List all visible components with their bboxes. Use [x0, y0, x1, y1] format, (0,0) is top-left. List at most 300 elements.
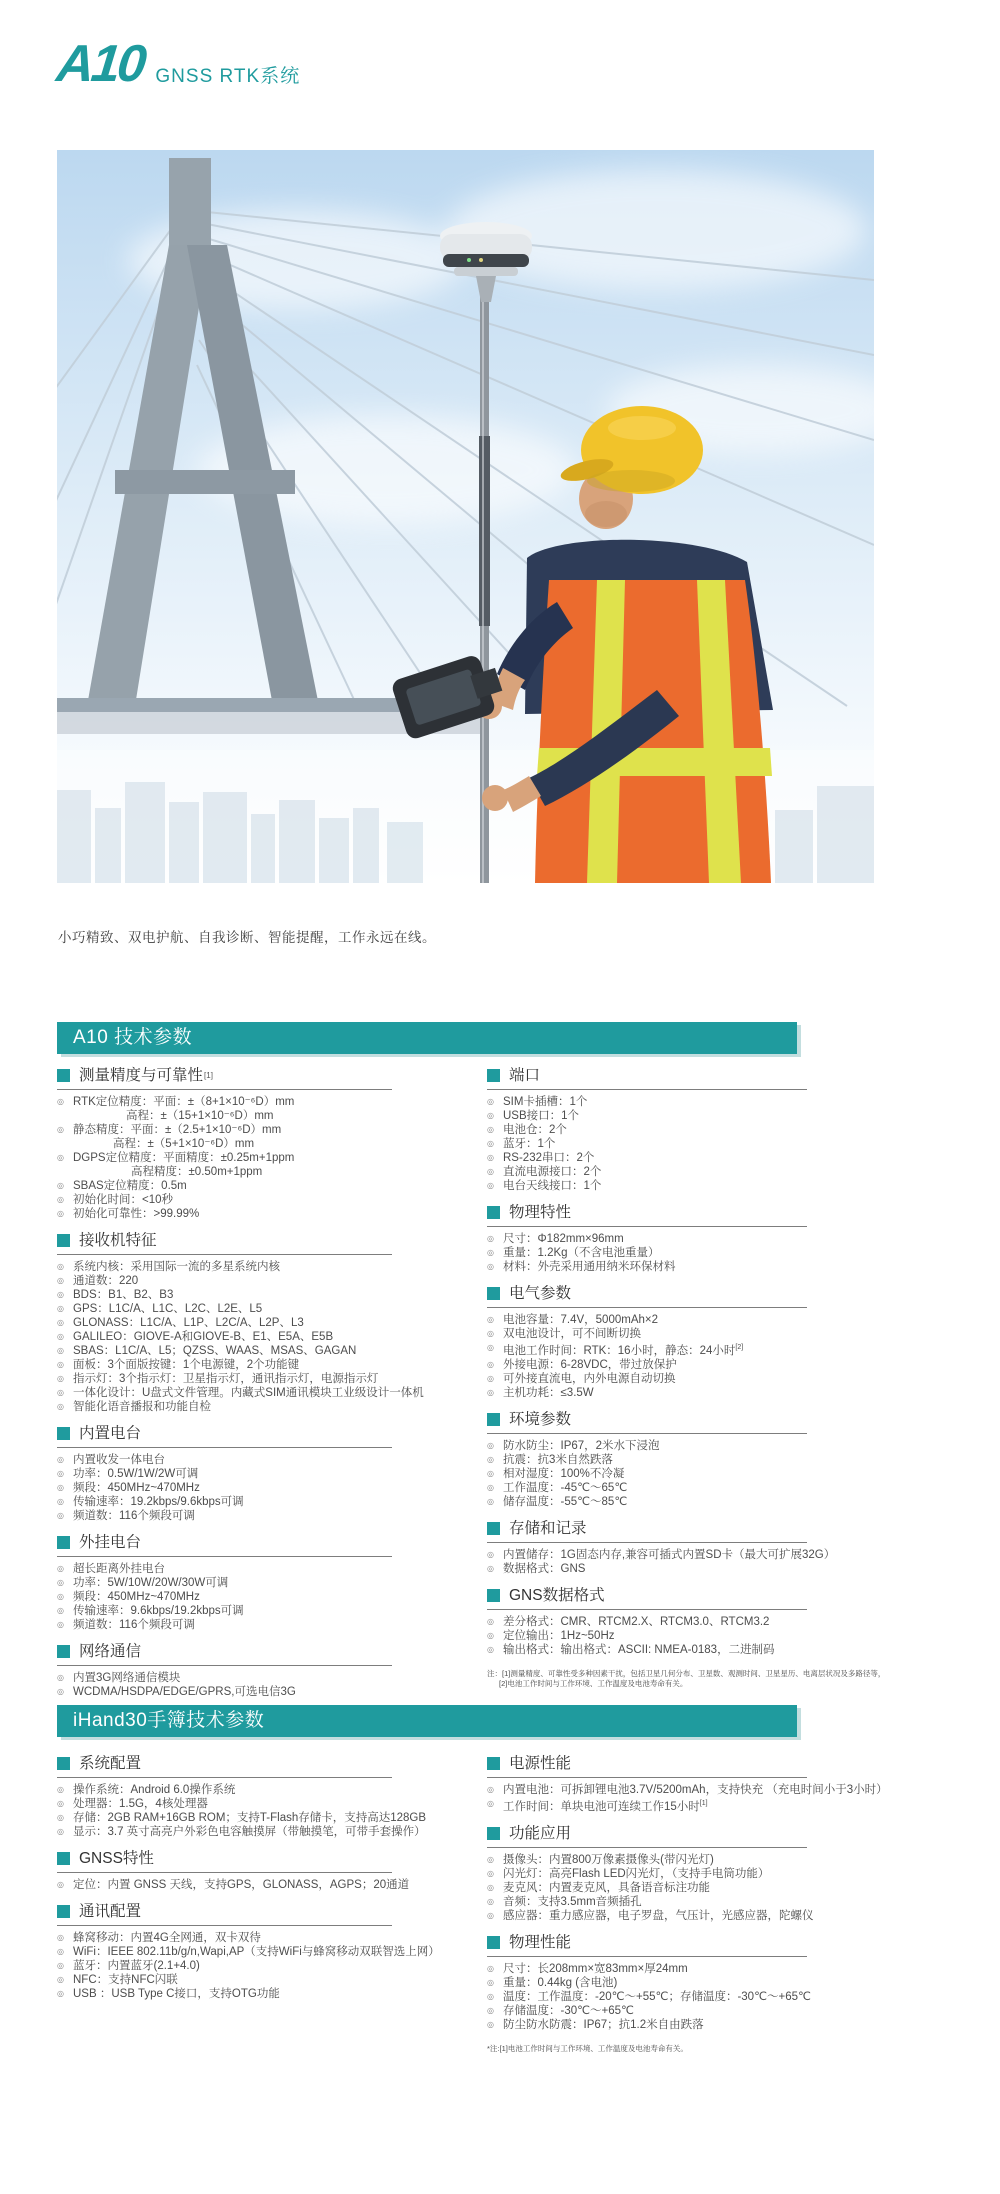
spec-item	[57, 1330, 392, 1344]
spec-item-text: GLONASS：L1C/A、L1P、L2C/A、L2P、L3	[73, 1317, 304, 1329]
spec-item-text: BDS：B1、B2、B3	[73, 1289, 174, 1301]
item-bullet-icon: ◎	[487, 1167, 494, 1176]
item-bullet-icon: ◎	[487, 1181, 494, 1190]
footnote-line: *注:[1]电池工作时间与工作环境、工作温度及电池寿命有关。	[487, 2043, 688, 2053]
spec-item	[487, 1481, 807, 1495]
item-bullet-icon: ◎	[57, 1455, 64, 1464]
spec-item-text: RTK定位精度：平面：±（8+1×10⁻⁶D）mm	[73, 1096, 295, 1108]
spec-item	[487, 1095, 807, 1109]
spec-item-text: 高程：±（5+1×10⁻⁶D）mm	[113, 1138, 255, 1150]
spec-item-text: 内置3G网络通信模块	[73, 1672, 181, 1684]
spec-item-text: 数据格式：GNS	[503, 1562, 586, 1575]
spec-item	[57, 1811, 427, 1825]
item-bullet-icon: ◎	[487, 1343, 494, 1352]
item-bullet-icon: ◎	[487, 1373, 494, 1383]
spec-item	[57, 1453, 392, 1467]
item-bullet-icon: ◎	[57, 1933, 64, 1942]
spec-item-list	[487, 1232, 807, 1274]
spec-item	[487, 1453, 807, 1467]
spec-section	[487, 1412, 807, 1509]
item-bullet-icon: ◎	[57, 1304, 64, 1313]
section-bullet-icon	[57, 1905, 70, 1918]
section-title	[57, 1756, 392, 1778]
section-title-text: GNSS特性	[79, 1850, 154, 1867]
spec-item-text: 主机功耗：≤3.5W	[503, 1386, 594, 1399]
item-bullet-icon: ◎	[57, 1813, 64, 1822]
spec-item	[487, 1548, 836, 1562]
footnote-line: 注：[1]测量精度、可靠性受多种因素干扰，包括卫星几何分布、卫星数、观测时间、卫星星历、电离层状况及多路径等，	[487, 1668, 886, 1678]
section-title-text: 端口	[509, 1067, 541, 1084]
product-subtitle: GNSS RTK系统	[155, 66, 301, 87]
section-title-text: 功能应用	[509, 1824, 572, 1842]
spec-item	[487, 1909, 814, 1923]
item-footnote-marker: [1]	[699, 1800, 708, 1807]
spec-section	[57, 1535, 392, 1632]
section-bullet-icon	[57, 1757, 70, 1770]
item-bullet-icon: ◎	[57, 1564, 64, 1573]
spec-section	[57, 1755, 427, 1839]
spec-item	[487, 1615, 807, 1629]
spec-item	[487, 1467, 807, 1481]
a10-specs-title: A10 技术参数	[73, 1027, 193, 1048]
section-title-text: GNS数据格式	[509, 1586, 605, 1604]
item-bullet-icon: ◎	[487, 1359, 494, 1369]
spec-item	[487, 1232, 807, 1246]
spec-item	[487, 1358, 807, 1372]
spec-item	[57, 1973, 392, 1987]
spec-section	[487, 1519, 836, 1576]
spec-item	[487, 1990, 811, 2004]
item-bullet-icon: ◎	[57, 1799, 64, 1808]
item-bullet-icon: ◎	[487, 1616, 494, 1626]
spec-item-list	[57, 1562, 392, 1632]
spec-item	[57, 1137, 392, 1151]
section-title	[487, 1068, 807, 1090]
spec-item-text: 可外接直流电，内外电源自动切换	[503, 1372, 676, 1385]
spec-item	[487, 1439, 807, 1453]
spec-item-text: 电池工作时间：RTK：16小时，静态：24小时[2]	[503, 1344, 744, 1357]
spec-item	[487, 1260, 807, 1274]
spec-item	[57, 1825, 426, 1839]
spec-item-text: 操作系统：Android 6.0操作系统	[73, 1784, 236, 1796]
item-bullet-icon: ◎	[487, 1854, 494, 1864]
section-bullet-icon	[487, 1936, 500, 1949]
spec-item	[57, 1095, 392, 1109]
item-bullet-icon: ◎	[487, 1910, 494, 1920]
spec-item	[487, 1372, 807, 1386]
item-bullet-icon: ◎	[57, 1209, 64, 1218]
item-bullet-icon: ◎	[57, 1961, 64, 1970]
spec-item-list	[487, 1095, 807, 1193]
spec-item	[487, 1179, 807, 1193]
spec-item-text: 感应器：重力感应器，电子罗盘，气压计，光感应器，陀螺仪	[503, 1909, 814, 1922]
item-bullet-icon: ◎	[57, 1374, 64, 1383]
item-bullet-icon: ◎	[487, 2005, 494, 2015]
section-title	[57, 1851, 392, 1873]
spec-section	[487, 1286, 807, 1400]
spec-item	[57, 1344, 392, 1358]
section-title-text: 电气参数	[509, 1285, 572, 1302]
spec-item-text: 高程：±（15+1×10⁻⁶D）mm	[126, 1110, 274, 1122]
surveyor-hand	[482, 785, 508, 811]
spec-item-text: 处理器：1.5G，4核处理器	[73, 1798, 208, 1810]
spec-item	[57, 1590, 392, 1604]
item-bullet-icon: ◎	[57, 1578, 64, 1587]
item-bullet-icon: ◎	[57, 1947, 64, 1956]
section-title	[487, 1935, 807, 1957]
ihand-specs-left-column	[57, 1748, 440, 2013]
section-bullet-icon	[57, 1069, 70, 1082]
section-title	[487, 1588, 807, 1610]
spec-item	[57, 1618, 392, 1632]
spec-item	[487, 1246, 807, 1260]
spec-item	[57, 1797, 392, 1811]
item-bullet-icon: ◎	[57, 1318, 64, 1327]
spec-section	[57, 1232, 424, 1414]
section-footnote-marker: [1]	[204, 1071, 213, 1080]
section-title-text: 物理性能	[509, 1933, 572, 1951]
spec-item	[57, 1207, 392, 1221]
item-bullet-icon: ◎	[487, 1097, 494, 1106]
spec-item-text: 麦克风：内置麦克风，具备语音标注功能	[503, 1881, 710, 1894]
spec-item-text: 频段：450MHz~470MHz	[73, 1482, 200, 1494]
item-bullet-icon: ◎	[57, 1097, 64, 1106]
spec-item	[57, 1302, 392, 1316]
spec-item-text: 初始化可靠性：>99.99%	[73, 1208, 200, 1220]
hero-photo	[57, 150, 874, 883]
spec-section	[57, 1426, 392, 1523]
item-bullet-icon: ◎	[57, 1346, 64, 1355]
spec-item	[57, 1509, 392, 1523]
spec-item-text: 功率：0.5W/1W/2W可调	[73, 1468, 199, 1480]
item-bullet-icon: ◎	[57, 1276, 64, 1285]
footnote	[487, 2044, 807, 2054]
spec-section	[487, 1205, 807, 1274]
spec-item-text: 存储温度：-30℃～+65℃	[503, 2004, 634, 2017]
item-bullet-icon: ◎	[57, 1402, 64, 1411]
section-bullet-icon	[487, 1827, 500, 1840]
item-bullet-icon: ◎	[487, 1882, 494, 1892]
spec-item-text: 系统内核：采用国际一流的多星系统内核	[73, 1261, 280, 1273]
spec-item-text: 防尘防水防震：IP67；抗1.2米自由跌落	[503, 2018, 704, 2031]
spec-item-list	[57, 1260, 424, 1414]
spec-item	[57, 1467, 392, 1481]
section-bullet-icon	[487, 1757, 500, 1770]
spec-item	[487, 1867, 807, 1881]
spec-item	[487, 1495, 807, 1509]
spec-item	[57, 1372, 392, 1386]
spec-item	[57, 1288, 392, 1302]
section-bullet-icon	[487, 1206, 500, 1219]
spec-item	[487, 1976, 807, 1990]
spec-item-text: 电池容量：7.4V，5000mAh×2	[503, 1314, 658, 1326]
spec-item	[57, 1604, 392, 1618]
spec-section	[487, 1933, 811, 2032]
spec-item-text: 通道数：220	[73, 1275, 139, 1287]
section-bullet-icon	[487, 1069, 500, 1082]
spec-item	[487, 1165, 807, 1179]
spec-item-text: 尺寸：Φ182mm×96mm	[503, 1233, 624, 1245]
spec-item-text: 传输速率：19.2kbps/9.6kbps可调	[73, 1496, 244, 1508]
spec-item	[57, 1576, 392, 1590]
section-title-text: 存储和记录	[509, 1519, 587, 1537]
section-bullet-icon	[57, 1427, 70, 1440]
item-bullet-icon: ◎	[487, 1315, 494, 1324]
section-title-text: 物理特性	[509, 1204, 572, 1221]
spec-item-text: 内置储存：1G固态内存,兼容可插式内置SD卡（最大可扩展32G）	[503, 1548, 836, 1561]
item-bullet-icon: ◎	[57, 1785, 64, 1794]
item-bullet-icon: ◎	[487, 1799, 494, 1808]
section-title	[57, 1644, 392, 1666]
ihand-specs-columns	[57, 1748, 888, 2054]
spec-item-text: 初始化时间：<10秒	[73, 1194, 174, 1206]
spec-item	[57, 1123, 392, 1137]
spec-item	[57, 1316, 392, 1330]
item-bullet-icon: ◎	[57, 1620, 64, 1629]
item-bullet-icon: ◎	[487, 1785, 494, 1794]
spec-item	[487, 1137, 807, 1151]
ihand-specs-right-column	[487, 1748, 888, 2054]
spec-item-list	[487, 1615, 807, 1657]
spec-item-text: RS-232串口：2个	[503, 1152, 595, 1164]
item-bullet-icon: ◎	[57, 1332, 64, 1341]
spec-item-text: 频道数：116个频段可调	[73, 1510, 195, 1522]
footnote	[487, 1668, 886, 1689]
spec-item-text: 面板：3个面版按键：1个电源键，2个功能键	[73, 1359, 300, 1371]
spec-item	[487, 1151, 807, 1165]
spec-item-list	[57, 1931, 440, 2001]
spec-item-text: 双电池设计，可不间断切换	[503, 1328, 641, 1340]
spec-item-text: 频段：450MHz~470MHz	[73, 1591, 200, 1603]
spec-item	[487, 1109, 807, 1123]
spec-item-text: 温度：工作温度：-20℃～+55℃；存储温度：-30℃～+65℃	[503, 1990, 811, 2003]
item-bullet-icon: ◎	[487, 1482, 494, 1492]
item-bullet-icon: ◎	[57, 1483, 64, 1492]
item-bullet-icon: ◎	[487, 1125, 494, 1134]
spec-item-text: 电台天线接口：1个	[503, 1180, 602, 1192]
hero-caption: 小巧精致、双电护航、自我诊断、智能提醒，工作永远在线。	[58, 929, 436, 945]
spec-item	[487, 2018, 807, 2032]
a10-specs-right-column	[487, 1060, 886, 1689]
spec-item-text: 超长距离外挂电台	[73, 1563, 165, 1575]
item-bullet-icon: ◎	[57, 1388, 64, 1397]
spec-item-text: 重量：1.2Kg（不含电池重量）	[503, 1247, 660, 1259]
item-bullet-icon: ◎	[487, 1630, 494, 1640]
item-footnote-marker: [2]	[735, 1344, 744, 1351]
spec-item	[487, 1895, 807, 1909]
spec-item-text: 内置收发一体电台	[73, 1454, 165, 1466]
ihand-specs-header-bar	[57, 1705, 797, 1737]
spec-item	[57, 1685, 392, 1699]
item-bullet-icon: ◎	[487, 1868, 494, 1878]
spec-section	[57, 1850, 410, 1892]
spec-item	[57, 1931, 392, 1945]
spec-item-text: GPS：L1C/A、L1C、L2C、L2E、L5	[73, 1303, 263, 1315]
spec-item	[487, 1881, 807, 1895]
spec-item-text: 存储：2GB RAM+16GB ROM；支持T-Flash存储卡，支持高达128GB	[73, 1812, 427, 1824]
spec-item-text: WCDMA/HSDPA/EDGE/GPRS,可选电信3G	[73, 1686, 296, 1698]
spec-item	[57, 1481, 392, 1495]
item-bullet-icon: ◎	[57, 1606, 64, 1615]
ihand-specs-title: iHand30手簿技术参数	[73, 1710, 265, 1731]
item-bullet-icon: ◎	[487, 1991, 494, 2001]
spec-item	[57, 1193, 392, 1207]
item-bullet-icon: ◎	[487, 1329, 494, 1338]
item-bullet-icon: ◎	[57, 1975, 64, 1984]
spec-item-text: 显示：3.7 英寸高亮户外彩色电容触摸屏（带触摸笔，可带手套操作）	[73, 1826, 426, 1838]
item-bullet-icon: ◎	[57, 1880, 64, 1889]
spec-item-text: NFC：支持NFC闪联	[73, 1974, 178, 1986]
section-title-text: 测量精度与可靠性	[79, 1067, 204, 1084]
spec-item	[487, 1562, 807, 1576]
spec-item-list	[487, 1548, 836, 1576]
item-bullet-icon: ◎	[487, 1234, 494, 1243]
spec-section	[57, 1068, 392, 1221]
hero-photo-illustration	[57, 150, 874, 883]
spec-item-text: 防水防尘：IP67，2米水下浸泡	[503, 1439, 660, 1452]
section-title	[487, 1826, 807, 1848]
spec-item-text: 蓝牙：1个	[503, 1138, 556, 1150]
spec-item	[57, 1165, 392, 1179]
item-bullet-icon: ◎	[487, 1248, 494, 1257]
spec-item	[487, 1341, 807, 1358]
spec-item	[487, 1962, 807, 1976]
item-bullet-icon: ◎	[487, 2019, 494, 2029]
section-title	[57, 1233, 392, 1255]
spec-item-list	[57, 1878, 410, 1892]
brand-logo	[53, 35, 301, 93]
item-bullet-icon: ◎	[487, 1454, 494, 1464]
spec-item	[57, 1358, 392, 1372]
spec-item-list	[487, 1439, 807, 1509]
spec-item	[57, 1386, 424, 1400]
section-title	[57, 1426, 392, 1448]
item-bullet-icon: ◎	[487, 1549, 494, 1559]
spec-item	[487, 1853, 807, 1867]
spec-item-text: 音频：支持3.5mm音频插孔	[503, 1895, 642, 1908]
item-bullet-icon: ◎	[487, 1496, 494, 1506]
spec-item	[57, 1260, 392, 1274]
spec-item	[57, 1400, 392, 1414]
spec-item-text: USB接口：1个	[503, 1110, 580, 1122]
section-title-text: 网络通信	[79, 1643, 142, 1660]
footnote-line: [2]电池工作时间与工作环境、工作温度及电池寿命有关。	[499, 1678, 688, 1688]
section-title	[487, 1412, 807, 1434]
spec-item-list	[57, 1671, 392, 1699]
spec-item-text: 蜂窝移动：内置4G全网通，双卡双待	[73, 1932, 261, 1944]
spec-item-text: 静态精度：平面：±（2.5+1×10⁻⁶D）mm	[73, 1124, 282, 1136]
section-title	[57, 1904, 392, 1926]
item-bullet-icon: ◎	[57, 1989, 64, 1998]
spec-item	[57, 1562, 392, 1576]
item-bullet-icon: ◎	[57, 1673, 64, 1682]
item-bullet-icon: ◎	[57, 1469, 64, 1478]
section-title	[57, 1535, 392, 1557]
spec-item-list	[57, 1783, 427, 1839]
section-bullet-icon	[57, 1536, 70, 1549]
section-bullet-icon	[57, 1234, 70, 1247]
spec-item	[487, 1123, 807, 1137]
spec-item	[57, 1671, 392, 1685]
section-title-text: 环境参数	[509, 1410, 572, 1428]
spec-item-text: 差分格式：CMR、RTCM2.X、RTCM3.0、RTCM3.2	[503, 1615, 770, 1628]
spec-item-text: 储存温度：-55℃～85℃	[503, 1495, 628, 1508]
section-title	[487, 1756, 807, 1778]
spec-item-text: 尺寸：长208mm×宽83mm×厚24mm	[503, 1962, 688, 1975]
spec-item-text: USB ：USB Type C接口，支持OTG功能	[73, 1988, 280, 2000]
spec-item-text: GALILEO：GIOVE-A和GIOVE-B、E1、E5A、E5B	[73, 1331, 334, 1343]
spec-item-text: 工作时间：单块电池可连续工作15小时[1]	[503, 1800, 708, 1813]
item-bullet-icon: ◎	[57, 1153, 64, 1162]
spec-section	[487, 1068, 807, 1193]
spec-item	[487, 1386, 807, 1400]
spec-item-text: 材料：外壳采用通用纳米环保材料	[503, 1261, 676, 1273]
item-bullet-icon: ◎	[487, 1563, 494, 1573]
spec-item-list	[487, 1853, 814, 1923]
spec-item	[57, 1945, 440, 1959]
spec-item-text: 抗震：抗3米自然跌落	[503, 1453, 613, 1466]
spec-item	[487, 1327, 807, 1341]
spec-item-text: 功率：5W/10W/20W/30W可调	[73, 1577, 229, 1589]
section-bullet-icon	[487, 1287, 500, 1300]
spec-item-list	[57, 1453, 392, 1523]
spec-item-text: 指示灯：3个指示灯：卫星指示灯，通讯指示灯，电源指示灯	[73, 1373, 379, 1385]
spec-item-text: 高程精度：±0.50m+1ppm	[131, 1166, 263, 1178]
section-title	[487, 1205, 807, 1227]
spec-item-text: 定位输出：1Hz~50Hz	[503, 1629, 615, 1642]
item-bullet-icon: ◎	[57, 1827, 64, 1836]
spec-item	[57, 1179, 392, 1193]
spec-item-text: SBAS定位精度：0.5m	[73, 1180, 187, 1192]
spec-item	[487, 1797, 807, 1814]
spec-item	[487, 1783, 888, 1797]
spec-item	[57, 1959, 392, 1973]
item-bullet-icon: ◎	[57, 1497, 64, 1506]
spec-item-text: 频道数：116个频段可调	[73, 1619, 195, 1631]
spec-item	[487, 1643, 807, 1657]
spec-item-text: 直流电源接口：2个	[503, 1166, 602, 1178]
item-bullet-icon: ◎	[487, 1468, 494, 1478]
spec-item	[57, 1109, 392, 1123]
spec-section	[487, 1755, 888, 1814]
spec-item-text: 输出格式：输出格式：ASCII: NMEA-0183，二进制码	[503, 1643, 775, 1656]
spec-item-text: 定位：内置 GNSS 天线，支持GPS，GLONASS，AGPS；20通道	[73, 1879, 410, 1891]
spec-section	[57, 1903, 440, 2001]
item-bullet-icon: ◎	[487, 1153, 494, 1162]
spec-item	[487, 2004, 807, 2018]
item-bullet-icon: ◎	[57, 1125, 64, 1134]
spec-item	[57, 1495, 392, 1509]
spec-item-text: SBAS：L1C/A、L5；QZSS、WAAS、MSAS、GAGAN	[73, 1345, 357, 1357]
item-bullet-icon: ◎	[57, 1511, 64, 1520]
section-bullet-icon	[57, 1852, 70, 1865]
spec-section	[57, 1644, 392, 1699]
spec-item-text: 工作温度：-45℃～65℃	[503, 1481, 628, 1494]
section-title-text: 内置电台	[79, 1425, 142, 1442]
section-title	[487, 1521, 807, 1543]
item-bullet-icon: ◎	[487, 1963, 494, 1973]
item-bullet-icon: ◎	[487, 1139, 494, 1148]
spec-section	[487, 1824, 814, 1923]
spec-item-list	[487, 1313, 807, 1400]
spec-item-text: 智能化语音播报和功能自检	[73, 1401, 211, 1413]
section-title-text: 系统配置	[79, 1755, 142, 1772]
item-bullet-icon: ◎	[487, 1262, 494, 1271]
item-bullet-icon: ◎	[487, 1111, 494, 1120]
section-bullet-icon	[487, 1413, 500, 1426]
section-bullet-icon	[57, 1645, 70, 1658]
item-bullet-icon: ◎	[57, 1592, 64, 1601]
